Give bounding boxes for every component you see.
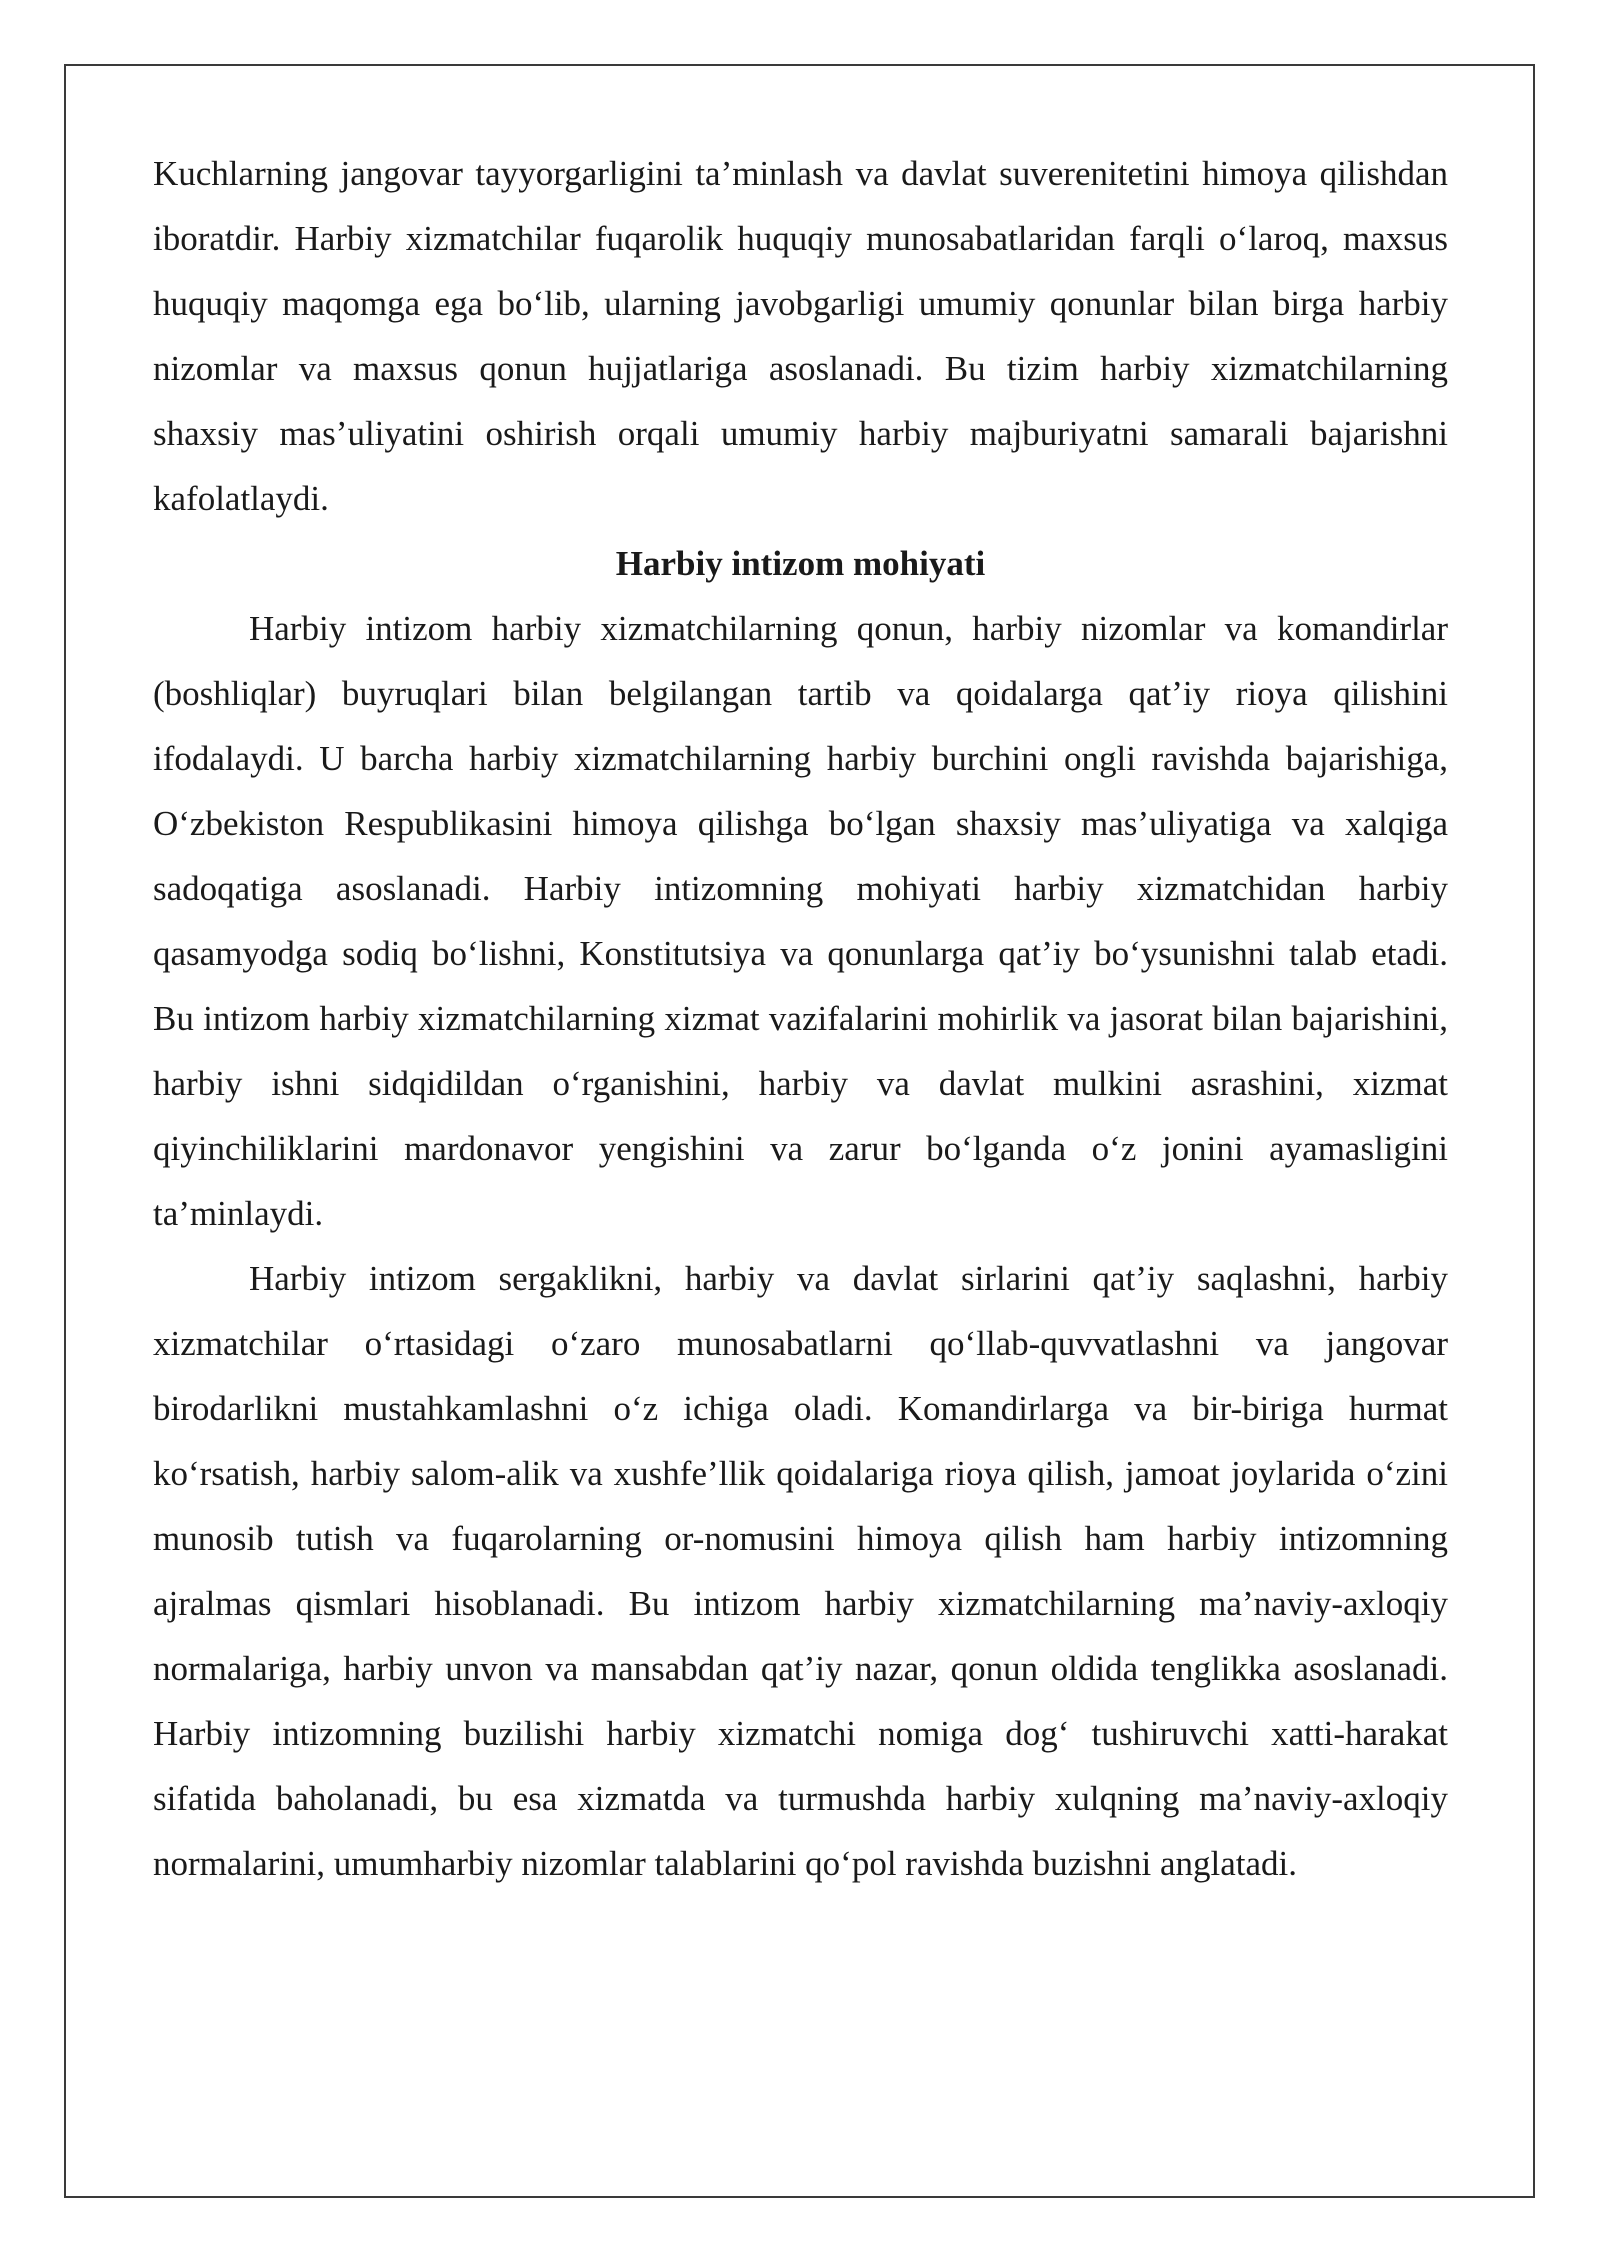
- paragraph: Harbiy intizom sergaklikni, harbiy va davlat sirlarini qat’iy saqlashni, harbiy xizmatchilar o‘rtasidagi o‘zaro munosabatlarni qo‘llab-quvvatlashni va jangovar birodarlikni mustahkamlashni o‘z ichiga oladi. Komandirlarga va bir-biriga hurmat ko‘rsatish, harbiy salom-alik va xushfe’llik qoidalariga rioya qilish, jamoat joylarida o‘zini munosib tutish va fuqarolarning or-nomusini himoya qilish ham harbiy intizomning ajralmas qismlari hisoblanadi. Bu intizom harbiy xizmatchilarning ma’naviy-axloqiy normalariga, harbiy unvon va mansabdan qat’iy nazar, qonun oldida tenglikka asoslanadi. Harbiy intizomning buzilishi harbiy xizmatchi nomiga dog‘ tushiruvchi xatti-harakat sifatida baholanadi, bu esa xizmatda va turmushda harbiy xulqning ma’naviy-axloqiy normalarini, umumharbiy nizomlar talablarini qo‘pol ravishda buzishni anglatadi.: [153, 1259, 1448, 1883]
- section-heading: Harbiy intizom mohiyati: [615, 544, 986, 583]
- document-body: [153, 141, 1448, 1896]
- paragraph-continuation: Kuchlarning jangovar tayyorgarligini ta’minlash va davlat suverenitetini himoya qilishdan iboratdir. Harbiy xizmatchilar fuqarolik huquqiy munosabatlaridan farqli o‘laroq, maxsus huquqiy maqomga ega bo‘lib, ularning javobgarligi umumiy qonunlar bilan birga harbiy nizomlar va maxsus qonun hujjatlariga asoslanadi. Bu tizim harbiy xizmatchilarning shaxsiy mas’uliyatini oshirish orqali umumiy harbiy majburiyatni samarali bajarishni kafolatlaydi.: [153, 154, 1448, 518]
- paragraph: Harbiy intizom harbiy xizmatchilarning qonun, harbiy nizomlar va komandirlar (boshliqlar) buyruqlari bilan belgilangan tartib va qoidalarga qat’iy rioya qilishini ifodalaydi. U barcha harbiy xizmatchilarning harbiy burchini ongli ravishda bajarishiga, O‘zbekiston Respublikasini himoya qilishga bo‘lgan shaxsiy mas’uliyatiga va xalqiga sadoqatiga asoslanadi. Harbiy intizomning mohiyati harbiy xizmatchidan harbiy qasamyodga sodiq bo‘lishni, Konstitutsiya va qonunlarga qat’iy bo‘ysunishni talab etadi. Bu intizom harbiy xizmatchilarning xizmat vazifalarini mohirlik va jasorat bilan bajarishini, harbiy ishni sidqidildan o‘rganishini, harbiy va davlat mulkini asrashini, xizmat qiyinchiliklarini mardonavor yengishini va zarur bo‘lganda o‘z jonini ayamasligini ta’minlaydi.: [153, 609, 1448, 1233]
